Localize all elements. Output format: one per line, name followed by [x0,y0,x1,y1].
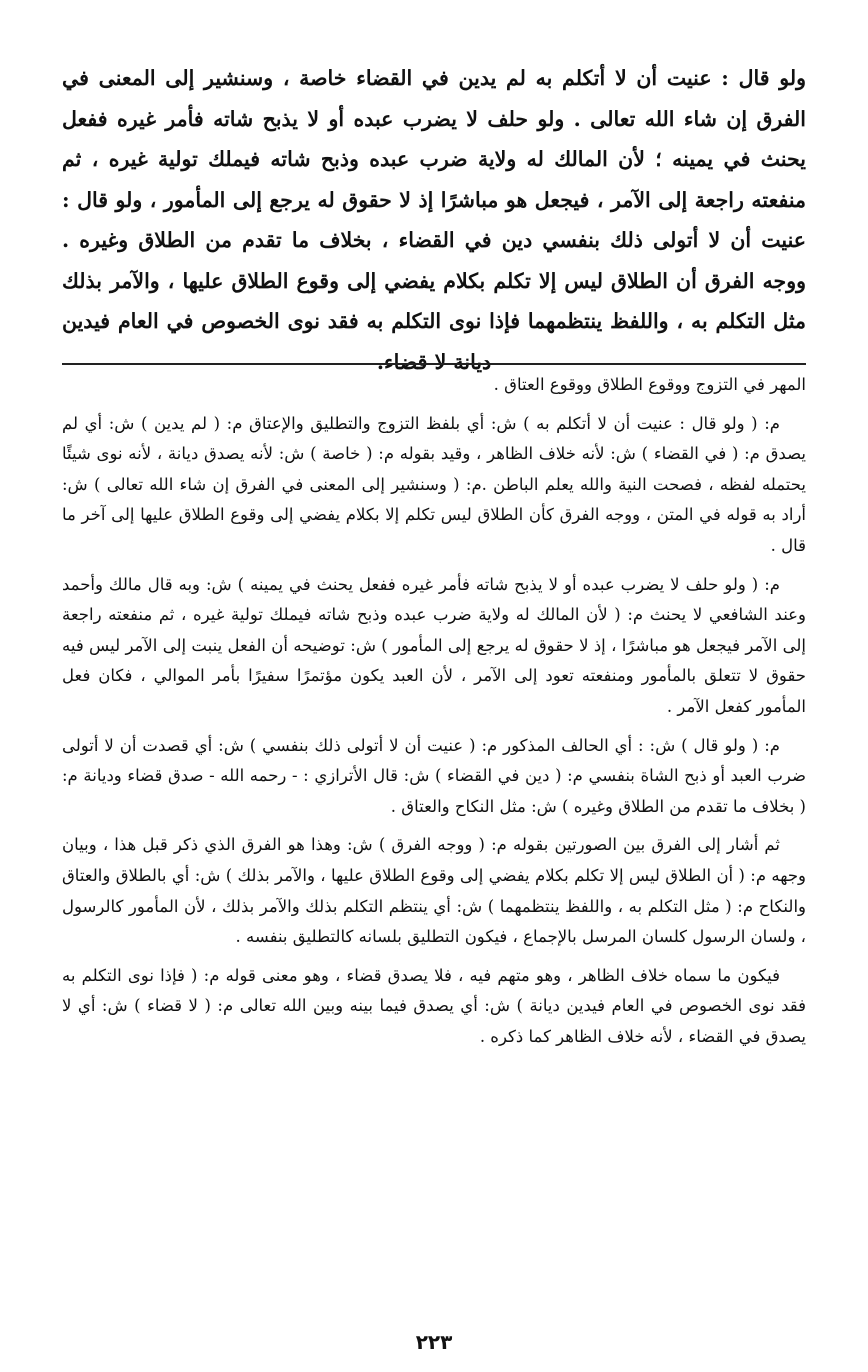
commentary-paragraph: م: ( ولو قال ) ش: : أي الحالف المذكور م: ( عنيت أن لا أتولى ذلك بنفسي ) ش: أي قصدت أن لا أتولى ضرب العبد أو ذبح الشاة بنفسي م: ( دين في القضاء ) ش: قال الأترازي : - رحمه الله - صدق قضاء وديانة م: ( بخلاف ما تقدم من الطلاق وغيره ) ش: مثل النكاح والعتاق . [62,735,806,816]
commentary-section [62,370,806,1060]
commentary-paragraph: ثم أشار إلى الفرق بين الصورتين بقوله م: ( ووجه الفرق ) ش: وهذا هو الفرق الذي ذكر قبل هذا ، وبيان وجهه م: ( أن الطلاق ليس إلا تكلم بكلام يفضي إلى وقوع الطلاق عليها ، والآمر بذلك ) ش: أي بالطلاق والعتاق والنكاح م: ( مثل التكلم به ، واللفظ ينتظمهما ) ش: أي ينتظم التكلم بذلك والآمر بذلك ، لأن المأمور كالرسول ، ولسان الرسول كلسان المرسل بالإجماع ، فيكون التطليق بلسانه كالتطليق بنفسه . [62,835,806,947]
commentary-paragraph: فيكون ما سماه خلاف الظاهر ، وهو متهم فيه ، فلا يصدق قضاء ، وهو معنى قوله م: ( فإذا نوى التكلم به فقد نوى الخصوص في العام فيدين ديانة ) ش: أي يصدق فيما بينه وبين الله تعالى م: ( لا قضاء ) ش: أي لا يصدق في القضاء ، لأنه خلاف الظاهر كما ذكره . [62,965,806,1046]
commentary-paragraph: م: ( ولو قال : عنيت أن لا أتكلم به ) ش: أي بلفظ التزوج والتطليق والإعتاق م: ( لم يدين ) ش: أي لم يصدق م: ( في القضاء ) ش: لأنه خلاف الظاهر ، وقيد بقوله م: ( خاصة ) ش: لأنه يصدق ديانة ، لأنه نوى شيئًا يحتمله لفظه ، فصحت النية والله يعلم الباطن .م: ( وسنشير إلى المعنى في الفرق إن شاء الله تعالى ) ش: أراد به قوله في المتن ، ووجه الفرق كأن الطلاق ليس تكلم إلا بكلام يفضي إلى وقوع الطلاق عليها إلى آخر ما قال . [62,413,806,555]
page-number: ٢٢٣ [415,1330,453,1354]
commentary-paragraph: المهر في التزوج ووقوع الطلاق ووقوع العتاق . [493,375,806,394]
commentary-paragraph: م: ( ولو حلف لا يضرب عبده أو لا يذبح شاته فأمر غيره ففعل يحنث في يمينه ) ش: وبه قال مالك وأحمد وعند الشافعي لا يحنث م: ( لأن المالك له ولاية ضرب عبده وذبح شاته فيملك تولية غيره ، ثم منفعته راجعة إلى الآمر فيجعل هو مباشرًا ، إذ لا حقوق له يرجع إلى المأمور ) ش: توضيحه أن الفعل ينبت إلى الآمر ليس فيه حقوق لا تتعلق بالمأمور ومنفعته تعود إلى الآمر ، لأن العبد يكون مؤتمرًا سفيرًا بأمر الموالي ، فكان فعل المأمور كفعل الآمر . [62,574,806,716]
matn-text: ولو قال : عنيت أن لا أتكلم به لم يدين في القضاء خاصة ، وسنشير إلى المعنى في الفرق إن شاء الله تعالى . ولو حلف لا يضرب عبده أو لا يذبح شاته فأمر غيره ففعل يحنث في يمينه ؛ لأن المالك له ولاية ضرب عبده وذبح شاته فيملك تولية غيره ، ثم منفعته راجعة إلى الآمر ، فيجعل هو مباشرًا إذ لا حقوق له يرجع إلى المأمور ، ولو قال : عنيت أن لا أتولى ذلك بنفسي دين في القضاء ، بخلاف ما تقدم من الطلاق وغيره . ووجه الفرق أن الطلاق ليس إلا تكلم بكلام يفضي إلى وقوع الطلاق عليها ، والآمر بذلك مثل التكلم به ، واللفظ ينتظمهما فإذا نوى التكلم به فقد نوى الخصوص في العام فيدين ديانة لا قضاء. [62,66,806,374]
separator-rule [62,363,806,365]
